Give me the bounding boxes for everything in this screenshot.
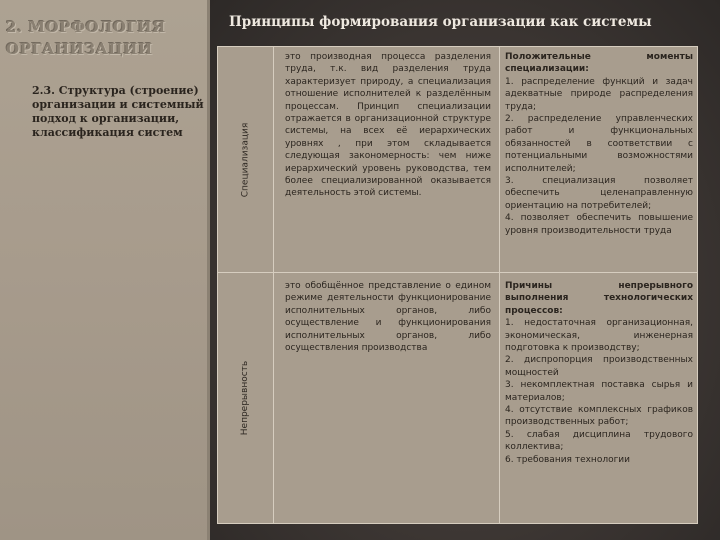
detail-heading: Положительные моменты специализации:: [505, 52, 693, 75]
detail-item: 5. слабая дисциплина трудового коллектива;: [505, 429, 693, 453]
definition-cell: [281, 51, 495, 200]
slide-title: Принципы формирования организации как системы: [229, 14, 652, 30]
section-title: 2. МОРФОЛОГИЯ ОРГАНИЗАЦИИ: [6, 18, 166, 58]
detail-item: 1. недостаточная организационная, экономическая, инженерная подготовка к производству;: [505, 318, 693, 354]
detail-heading: Причины непрерывного выполнения технологических процессов:: [505, 281, 693, 316]
definition-text: это производная процесса разделения труда, т.к. вид разделения труда характеризует природу, а специализация отношение исполнителей к разделённым процессам. Принцип специализации отражается в организационной структуре системы, на всех её иерархических уровнях , при этом складывается следующая закономерность: чем ниже иерархический уровень руководства, тем более специализированной оказывается деятельность этой системы.: [285, 52, 491, 199]
principles-table: [217, 46, 698, 524]
detail-item: 2. диспропорция производственных мощностей: [505, 355, 693, 378]
detail-item: 4. позволяет обеспечить повышение уровня производительности труда: [505, 213, 693, 236]
row-divider: [218, 272, 697, 273]
column-divider: [499, 47, 500, 523]
detail-cell: [501, 280, 697, 466]
detail-item: 2. распределение управленческих работ и функциональных обязанностей в соответствии с потенциальными возможностями исполнителей;: [505, 114, 693, 174]
column-divider: [273, 47, 274, 523]
row-header-continuity: [218, 273, 273, 523]
detail-item: 4. отсутствие комплексных графиков производственных работ;: [505, 405, 693, 428]
definition-text: это обобщённое представление о едином режиме деятельности функционирование исполнительных органов, либо осуществление и функционирования исполнительных органов, либо осуществления производства: [285, 281, 491, 354]
detail-item: 3. специализация позволяет обеспечить целенаправленную ориентацию на потребителей;: [505, 176, 693, 211]
section-subtitle: 2.3. Структура (строение) организации и системный подход к организации, классификация систем: [32, 84, 204, 139]
row-label: Непрерывность: [240, 360, 251, 436]
detail-item: 1. распределение функций и задач адекватные природе распределения труда;: [505, 76, 693, 112]
detail-item: 6. требования технологии: [505, 454, 631, 465]
row-header-specialization: [218, 47, 273, 272]
detail-cell: [501, 51, 697, 237]
detail-item: 3. некомплектная поставка сырья и материалов;: [505, 380, 693, 403]
definition-cell: [281, 280, 495, 354]
row-label: Специализация: [240, 122, 251, 197]
sidebar-panel: [0, 0, 210, 540]
